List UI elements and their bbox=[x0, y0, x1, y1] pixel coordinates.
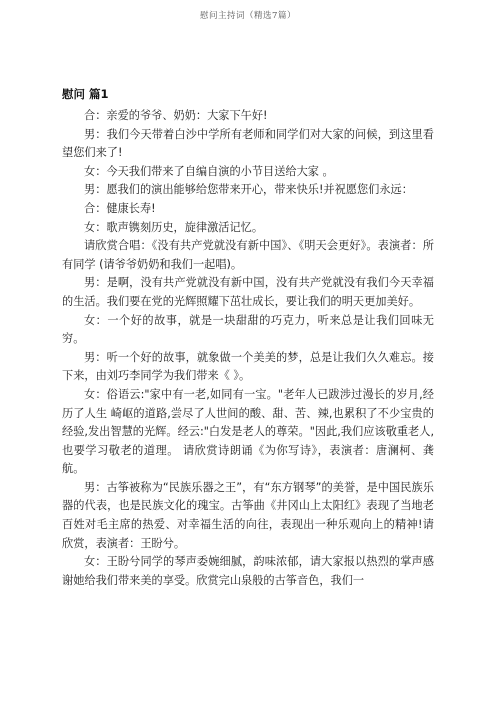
document-title: 慰问主持词（精选7篇） bbox=[200, 11, 296, 21]
paragraph: 请欣赏合唱：《没有共产党就没有新中国》、《明天会更好》。表演者：所有同学 (请爷爷奶奶和我们一起唱)。 bbox=[62, 239, 434, 271]
paragraph: 女：今天我们带来了自编自演的小节目送给大家 。 bbox=[84, 164, 334, 178]
paragraph: 合：亲爱的爷爷、奶奶：大家下午好! bbox=[84, 109, 268, 122]
paragraph: 男：古筝被称为“民族乐器之王”，有“东方钢琴”的美誉，是中国民族乐器的代表，也是民族文化的瑰宝。古筝曲《井冈山上太阳红》表现了当地老百姓对毛主席的热爱、对幸福生活的向往，表现出一种乐观向上的精神!请欣赏，表演者：王盼兮。 bbox=[62, 480, 434, 550]
paragraph: 女：王盼兮同学的琴声委婉细腻，韵味浓郁，请大家报以热烈的掌声感谢她给我们带来美的享受。欣赏完山泉般的古筝音色，我们一 bbox=[62, 555, 434, 587]
paragraph: 女：一个好的故事，就是一块甜甜的巧克力，听来总是让我们回味无穷。 bbox=[62, 313, 434, 346]
paragraph: 女：歌声镌刻历史，旋律激活记忆。 bbox=[84, 220, 264, 234]
section-heading: 慰问 篇1 bbox=[62, 87, 109, 101]
paragraph: 合：健康长寿! bbox=[84, 201, 156, 215]
paragraph: 女：俗语云:"家中有一老,如同有一宝。"老年人已跋涉过漫长的岁月,经历了人生 崎岖的道路,尝尽了人世间的酸、甜、苦、辣,也累积了不少宝贵的经验,发出智慧的光辉。经云:"白发是老人的尊荣。"因此,我们应该敬重老人,也要学习敬老的道理。 请欣赏诗朗诵《为你写诗》，表演者：唐澜柯、龚航。 bbox=[62, 387, 434, 476]
document-body bbox=[62, 107, 434, 590]
paragraph: 男：是啊，没有共产党就没有新中国，没有共产党就没有我们今天幸福的生活。我们要在党的光辉照耀下茁壮成长，要让我们的明天更加美好。 bbox=[62, 276, 434, 308]
paragraph: 男：听一个好的故事，就象做一个美美的梦，总是让我们久久难忘。接下来，由刘巧李同学为我们带来《 》。 bbox=[62, 350, 434, 383]
paragraph: 男：愿我们的演出能够给您带来开心，带来快乐!并祝愿您们永远： bbox=[84, 183, 413, 197]
paragraph: 男：我们今天带着白沙中学所有老师和同学们对大家的问候，到这里看望您们来了! bbox=[62, 127, 434, 160]
